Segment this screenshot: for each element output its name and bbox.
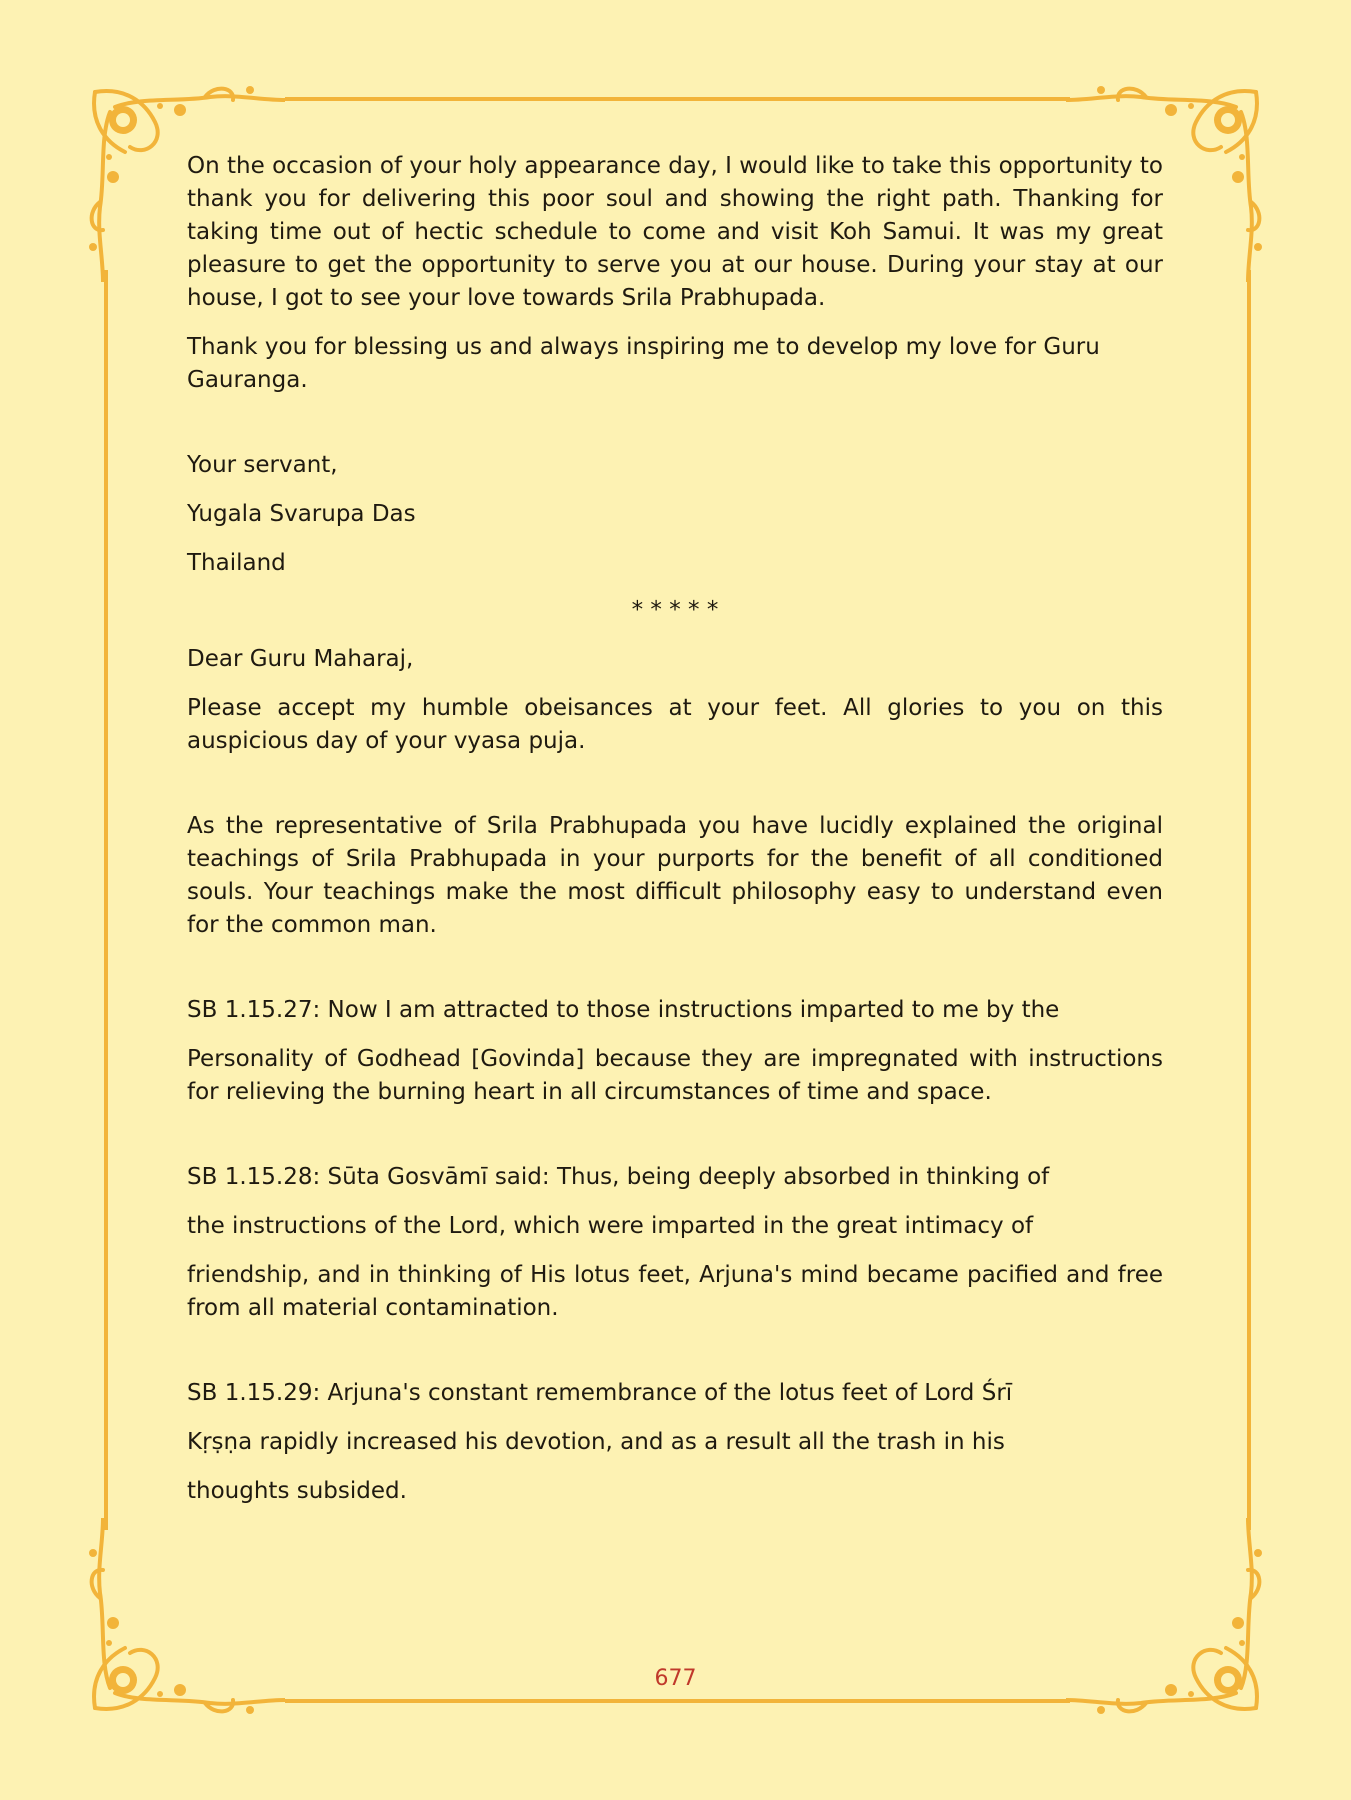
letter-content — [187, 150, 1163, 1508]
verse-29-line-2: Kṛṣṇa rapidly increased his devotion, and as a result all the trash in his — [187, 1429, 1005, 1455]
letter1-paragraph-1: On the occasion of your holy appearance day, I would like to take this opportunity to thank you for delivering this poor soul and showing the right path. Thanking for taking time out of hectic schedule to come and visit Koh Samui. It was my great pleasure to get the opportunity to serve you at our house. During your stay at our house, I got to see your love towards Srila Prabhupada. — [187, 153, 1163, 311]
verse-28-line-2: the instructions of the Lord, which were imparted in the great intimacy of — [187, 1213, 1034, 1239]
verse-27-line-2: Personality of Godhead [Govinda] because they are impregnated with instructions for relieving the burning heart in all circumstances of time and space. — [187, 1046, 1163, 1105]
verse-28-line-3: friendship, and in thinking of His lotus feet, Arjuna's mind became pacified and free from all material contamination. — [187, 1262, 1163, 1321]
letter1-location: Thailand — [187, 550, 286, 576]
letter1-closing: Your servant, — [187, 452, 338, 478]
letter2-paragraph-2: As the representative of Srila Prabhupada you have lucidly explained the original teachings of Srila Prabhupada in your purports for the benefit of all conditioned souls. Your teachings make the most difficult philosophy easy to understand even for the common man. — [187, 813, 1163, 938]
frame-right-border — [1247, 270, 1251, 1530]
frame-top-border — [285, 97, 1070, 101]
verse-27-line-1: SB 1.15.27: Now I am attracted to those instructions imparted to me by the — [187, 997, 1060, 1023]
verse-28-line-1: SB 1.15.28: Sūta Gosvāmī said: Thus, being deeply absorbed in thinking of — [187, 1164, 1050, 1190]
verse-29-line-1: SB 1.15.29: Arjuna's constant remembrance of the lotus feet of Lord Śrī — [187, 1380, 1013, 1406]
frame-bottom-border — [285, 1699, 1070, 1703]
verse-29-line-3: thoughts subsided. — [187, 1478, 407, 1504]
page-number: 677 — [654, 1666, 697, 1691]
letter1-paragraph-2: Thank you for blessing us and always inspiring me to develop my love for Guru Gauranga. — [187, 334, 1100, 393]
letter1-signature: Yugala Svarupa Das — [187, 501, 416, 527]
frame-left-border — [104, 270, 108, 1530]
letter2-paragraph-1: Please accept my humble obeisances at your feet. All glories to you on this auspicious day of your vyasa puja. — [187, 695, 1163, 754]
letter2-salutation: Dear Guru Maharaj, — [187, 646, 414, 672]
section-separator: * * * * * — [631, 597, 719, 623]
